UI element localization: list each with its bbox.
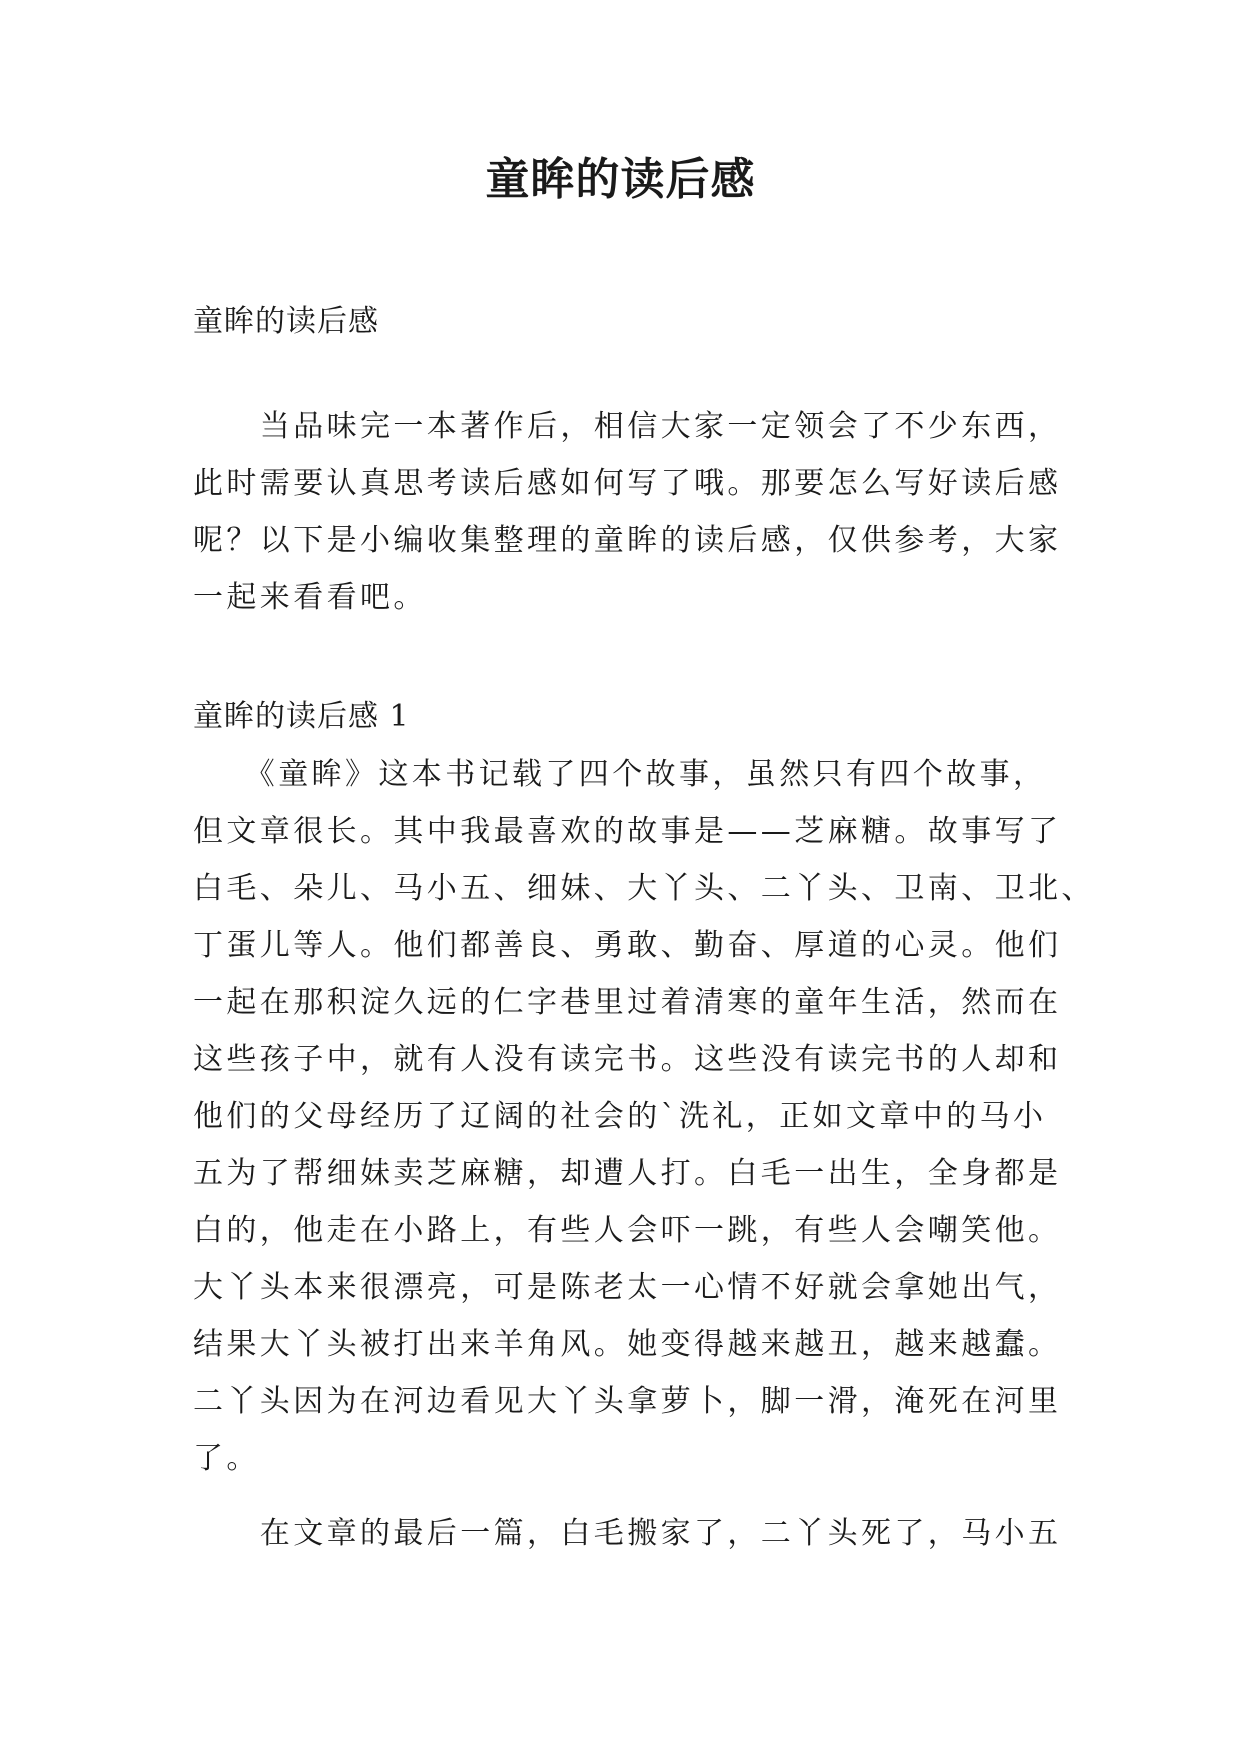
body-line: 大丫头本来很漂亮，可是陈老太一心情不好就会拿她出气，: [193, 1270, 1062, 1305]
body-line: 他们的父母经历了辽阔的社会的`洗礼，正如文章中的马小: [193, 1099, 1047, 1134]
body-line: 了。: [193, 1441, 260, 1476]
intro-line: 呢？以下是小编收集整理的童眸的读后感，仅供参考，大家: [193, 523, 1062, 558]
intro-line: 一起来看看吧。: [193, 580, 427, 615]
body-line: 《童眸》这本书记载了四个故事，虽然只有四个故事，: [193, 757, 1047, 792]
body-line: 二丫头因为在河边看见大丫头拿萝卜，脚一滑，淹死在河里: [193, 1384, 1062, 1419]
document-subtitle: 童眸的读后感: [193, 304, 379, 339]
document-title: 童眸的读后感: [485, 154, 756, 205]
body-line: 这些孩子中，就有人没有读完书。这些没有读完书的人却和: [193, 1042, 1062, 1077]
intro-line: 此时需要认真思考读后感如何写了哦。那要怎么写好读后感: [193, 466, 1062, 501]
intro-line: 当品味完一本著作后，相信大家一定领会了不少东西，: [193, 409, 1062, 444]
body-line: 五为了帮细妹卖芝麻糖，却遭人打。白毛一出生，全身都是: [193, 1156, 1062, 1191]
section-heading: 童眸的读后感 1: [193, 699, 410, 734]
body-line: 结果大丫头被打出来羊角风。她变得越来越丑，越来越蠢。: [193, 1327, 1062, 1362]
body-line: 在文章的最后一篇，白毛搬家了，二丫头死了，马小五: [193, 1516, 1062, 1551]
body-line: 但文章很长。其中我最喜欢的故事是——芝麻糖。故事写了: [193, 814, 1062, 849]
body-line: 白的，他走在小路上，有些人会吓一跳，有些人会嘲笑他。: [193, 1213, 1062, 1248]
body-line: 白毛、朵儿、马小五、细妹、大丫头、二丫头、卫南、卫北、: [193, 871, 1095, 906]
body-line: 丁蛋儿等人。他们都善良、勇敢、勤奋、厚道的心灵。他们: [193, 928, 1062, 963]
body-line: 一起在那积淀久远的仁字巷里过着清寒的童年生活，然而在: [193, 985, 1062, 1020]
